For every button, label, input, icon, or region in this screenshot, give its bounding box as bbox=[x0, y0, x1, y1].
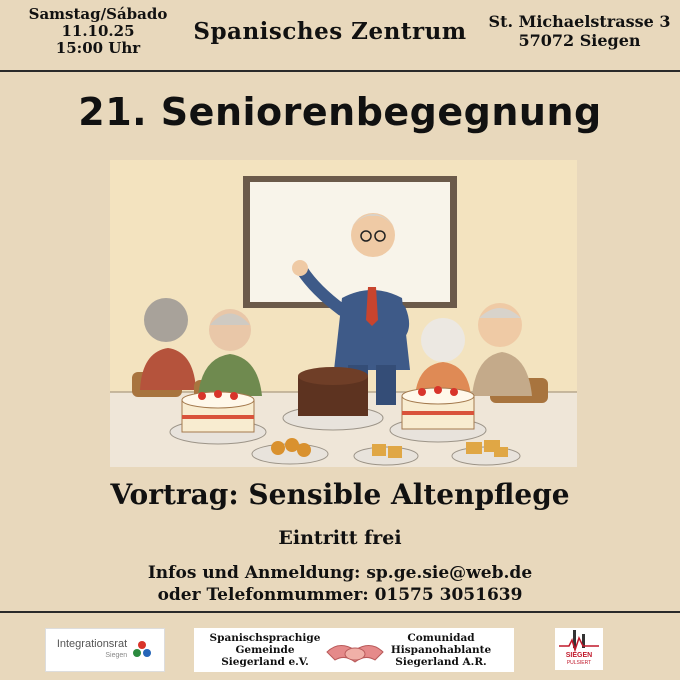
address-street: St. Michaelstrasse 3 bbox=[488, 12, 671, 31]
header-divider bbox=[0, 70, 680, 72]
address-city: 57072 Siegen bbox=[518, 31, 641, 50]
integrationsrat-logo bbox=[45, 628, 165, 672]
contact-info bbox=[0, 562, 680, 606]
event-date-block bbox=[18, 6, 178, 57]
event-day: Samstag/Sábado bbox=[28, 5, 168, 23]
venue-address bbox=[487, 12, 672, 50]
whiteboard-surface bbox=[250, 182, 450, 302]
siegen-logo bbox=[555, 628, 603, 670]
venue-name: Spanisches Zentrum bbox=[193, 18, 467, 45]
contact-phone-line: oder Telefonmummer: 01575 3051639 bbox=[157, 585, 523, 605]
integrationsrat-emblem-icon bbox=[131, 639, 153, 661]
integrationsrat-sub: Siegen bbox=[105, 652, 128, 659]
gemeinde-name-spanish: Comunidad Hispanohablante Siegerland A.R. bbox=[390, 632, 492, 668]
siegen-slogan: PULSIERT bbox=[566, 660, 592, 666]
strawberry-cake-left bbox=[170, 390, 266, 444]
admission-note: Eintritt frei bbox=[278, 527, 402, 549]
gemeinde-logo bbox=[194, 628, 514, 672]
illustration-lecture bbox=[110, 160, 577, 467]
chocolate-cake bbox=[283, 367, 383, 430]
strawberry-cake-right bbox=[390, 386, 486, 442]
siegen-name: SIEGEN bbox=[565, 652, 593, 659]
header-bar bbox=[0, 0, 680, 70]
event-date: 11.10.25 bbox=[61, 22, 135, 40]
event-time: 15:00 Uhr bbox=[55, 39, 141, 57]
integrationsrat-name: Integrationsrat bbox=[56, 638, 128, 650]
event-title: 21. Seniorenbegegnung bbox=[78, 90, 602, 134]
lecture-title: Vortrag: Sensible Altenpflege bbox=[110, 478, 570, 511]
footer-divider bbox=[0, 611, 680, 613]
gemeinde-name-german: Spanischsprachige Gemeinde Siegerland e.V. bbox=[209, 632, 321, 668]
siegen-skyline-icon bbox=[555, 628, 603, 652]
contact-email-line: Infos und Anmeldung: sp.ge.sie@web.de bbox=[147, 563, 533, 583]
